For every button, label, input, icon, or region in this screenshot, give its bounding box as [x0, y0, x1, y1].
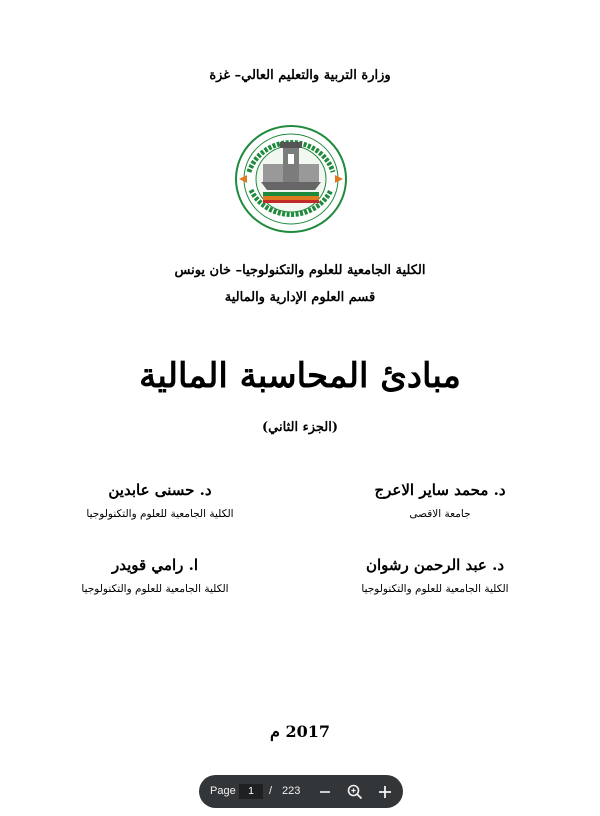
college-logo — [233, 124, 349, 234]
document-title: مبادئ المحاسبة المالية — [139, 356, 461, 396]
total-pages: 223 — [282, 785, 301, 797]
author-affiliation: الكلية الجامعية للعلوم والتكنولوجيا — [81, 583, 229, 595]
zoom-out-icon — [314, 781, 336, 803]
author-name: د. حسنى عابدين — [108, 481, 212, 499]
author-name: د. عبد الرحمن رشوان — [365, 556, 505, 574]
zoom-in-button[interactable] — [374, 781, 396, 803]
author-name: د. محمد ساير الاعرج — [374, 481, 506, 499]
part-label: (الجزء الثاني) — [262, 420, 338, 435]
ministry-heading: وزارة التربية والتعليم العالي– غزة — [209, 68, 391, 83]
page-separator: / — [269, 785, 273, 797]
author-card — [65, 556, 245, 595]
zoom-fit-icon — [344, 781, 366, 803]
zoom-in-icon — [374, 781, 396, 803]
author-affiliation: الكلية الجامعية للعلوم والتكنولوجيا — [361, 583, 509, 595]
author-affiliation: الكلية الجامعية للعلوم والتكنولوجيا — [86, 508, 234, 520]
author-card — [355, 481, 525, 520]
publication-year: 2017 م — [269, 722, 330, 741]
author-affiliation: جامعة الاقصى — [409, 508, 471, 520]
author-card — [345, 556, 525, 595]
college-logo-icon — [233, 124, 349, 234]
zoom-out-button[interactable] — [314, 781, 336, 803]
college-line: الكلية الجامعية للعلوم والتكنولوجيا– خان يونس — [174, 263, 426, 278]
zoom-fit-button[interactable] — [344, 781, 366, 803]
pdf-viewer-toolbar — [199, 775, 403, 808]
page-number-input[interactable]: 1 — [239, 784, 263, 799]
page-label: Page — [210, 785, 236, 797]
author-name: ا. رامي قويدر — [112, 556, 198, 574]
author-card — [75, 481, 245, 520]
department-line: قسم العلوم الإدارية والمالية — [224, 290, 376, 305]
